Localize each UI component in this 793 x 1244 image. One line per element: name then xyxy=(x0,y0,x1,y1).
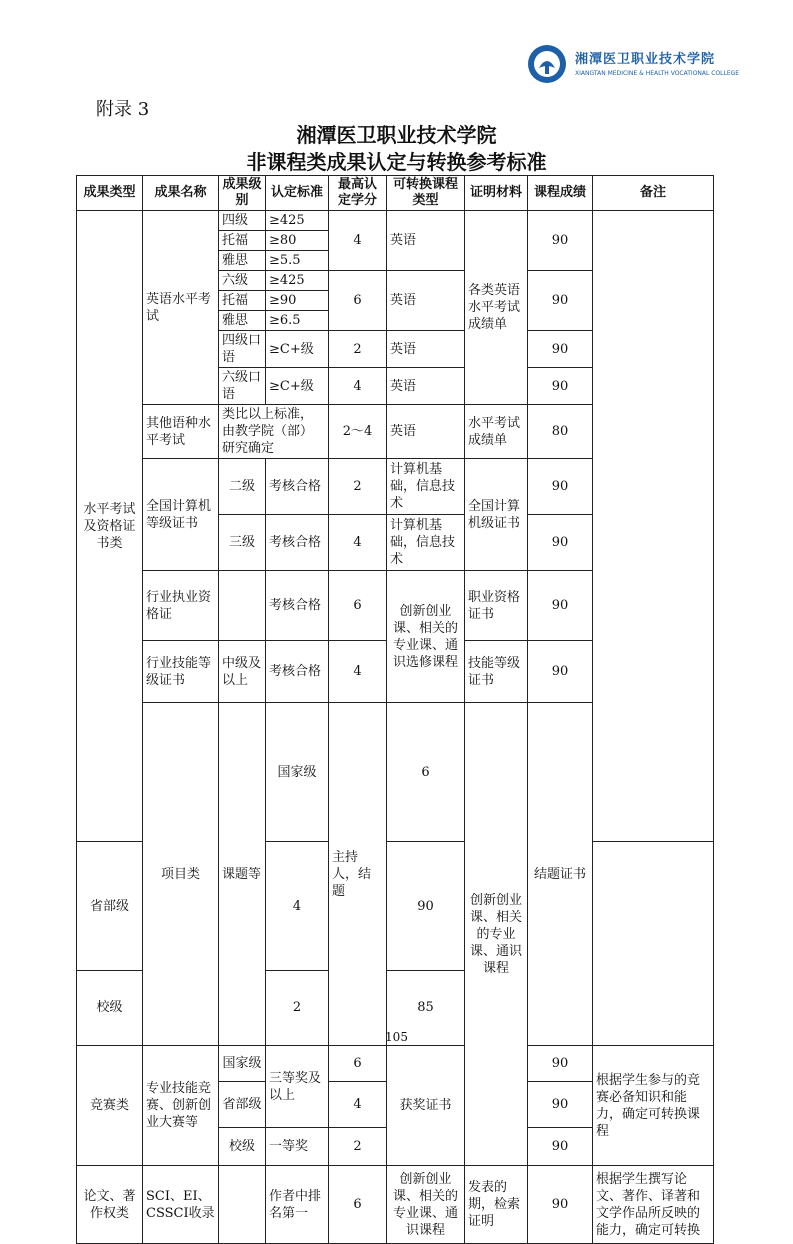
header-standard: 认定标准 xyxy=(266,176,329,211)
course-cell: 计算机基础，信息技术 xyxy=(387,515,465,571)
document-title-line2: 非课程类成果认定与转换参考标准 xyxy=(246,150,547,174)
credits-cell: 2 xyxy=(329,459,387,515)
level-cell: 雅思 xyxy=(219,251,266,271)
level-cell: 中级及以上 xyxy=(219,641,266,703)
course-cell: 英语 xyxy=(387,331,465,368)
level-cell xyxy=(219,1166,266,1244)
course-cell: 英语 xyxy=(387,368,465,405)
standard-cell: ≥425 xyxy=(266,271,329,291)
score-cell: 90 xyxy=(528,331,593,368)
proof-cell: 全国计算机级证书 xyxy=(465,459,528,571)
standard-cell: 考核合格 xyxy=(266,459,329,515)
credits-cell: 4 xyxy=(329,368,387,405)
course-cell: 创新创业课、相关的专业课、通识课程 xyxy=(465,703,528,1166)
credits-cell: 4 xyxy=(329,211,387,271)
header-level: 成果级别 xyxy=(219,176,266,211)
standard-cell: ≥C+级 xyxy=(266,331,329,368)
table-row xyxy=(77,1046,714,1082)
table-row xyxy=(77,211,714,231)
credits-cell: 6 xyxy=(329,571,387,641)
level-cell: 四级口语 xyxy=(219,331,266,368)
level-cell: 托福 xyxy=(219,231,266,251)
credits-cell: 6 xyxy=(329,1046,387,1082)
type-project-cell: 项目类 xyxy=(143,703,219,1046)
score-cell: 90 xyxy=(528,1046,593,1082)
proof-cell: 技能等级证书 xyxy=(465,641,528,703)
remark-cell xyxy=(593,211,714,842)
score-cell: 80 xyxy=(528,405,593,459)
proof-cell: 获奖证书 xyxy=(387,1046,465,1166)
course-cell: 创新创业课、相关的专业课、通识选修课程 xyxy=(387,571,465,703)
standard-cell: ≥6.5 xyxy=(266,311,329,331)
proof-cell: 水平考试成绩单 xyxy=(465,405,528,459)
remark-cell: 根据学生参与的竞赛必备知识和能力，确定可转换课程 xyxy=(593,1046,714,1166)
name-paper-cell: SCI、EI、CSSCI收录 xyxy=(143,1166,219,1244)
standard-cell: ≥C+级 xyxy=(266,368,329,405)
standard-cell: 主持人，结题 xyxy=(329,703,387,1046)
score-cell: 90 xyxy=(528,459,593,515)
type-comp-cell: 竞赛类 xyxy=(77,1046,143,1166)
score-cell: 90 xyxy=(528,571,593,641)
table-header-row xyxy=(77,176,714,211)
score-cell: 90 xyxy=(528,368,593,405)
course-cell: 英语 xyxy=(387,405,465,459)
standard-cell: 作者中排名第一 xyxy=(266,1166,329,1244)
score-cell: 85 xyxy=(387,970,465,1045)
standard-cell: ≥425 xyxy=(266,211,329,231)
course-cell: 创新创业课、相关的专业课、通识课程 xyxy=(387,1166,465,1244)
appendix-label: 附录 3 xyxy=(96,99,150,120)
credits-cell: 6 xyxy=(329,271,387,331)
standard-cell: 考核合格 xyxy=(266,515,329,571)
logo-name-en: XIANGTAN MEDICINE & HEALTH VOCATIONAL COLLEGE xyxy=(575,70,740,77)
standard-cell: 类比以上标准，由教学院（部）研究确定 xyxy=(219,405,329,459)
score-cell: 90 xyxy=(528,271,593,331)
score-cell: 90 xyxy=(528,515,593,571)
header-type: 成果类型 xyxy=(77,176,143,211)
type-exam-cell: 水平考试及资格证书类 xyxy=(77,211,143,842)
proof-cell: 结题证书 xyxy=(528,703,593,1046)
level-cell: 国家级 xyxy=(219,1046,266,1082)
standard-cell: 一等奖 xyxy=(266,1128,329,1166)
header-score: 课程成绩 xyxy=(528,176,593,211)
level-cell: 三级 xyxy=(219,515,266,571)
score-cell: 90 xyxy=(528,1166,593,1244)
credits-cell: 2～4 xyxy=(329,405,387,459)
table-row xyxy=(77,1166,714,1244)
level-cell: 国家级 xyxy=(266,703,329,842)
level-cell xyxy=(219,571,266,641)
college-logo xyxy=(527,42,759,88)
score-cell: 90 xyxy=(528,1082,593,1128)
header-proof: 证明材料 xyxy=(465,176,528,211)
score-cell: 90 xyxy=(528,211,593,271)
credits-cell: 4 xyxy=(329,515,387,571)
standard-cell: ≥80 xyxy=(266,231,329,251)
header-name: 成果名称 xyxy=(143,176,219,211)
standard-cell: ≥90 xyxy=(266,291,329,311)
level-cell: 省部级 xyxy=(219,1082,266,1128)
proof-cell: 职业资格证书 xyxy=(465,571,528,641)
standard-cell: ≥5.5 xyxy=(266,251,329,271)
score-cell: 90 xyxy=(387,842,465,970)
score-cell: 90 xyxy=(528,641,593,703)
logo-name-cn: 湘潭医卫职业技术学院 xyxy=(575,52,716,67)
credits-cell: 4 xyxy=(266,842,329,970)
page-number: 105 xyxy=(385,1030,408,1044)
credits-cell: 6 xyxy=(329,1166,387,1244)
credits-cell: 2 xyxy=(329,1128,387,1166)
level-cell: 二级 xyxy=(219,459,266,515)
level-cell: 六级 xyxy=(219,271,266,291)
name-practice-cell: 行业执业资格证 xyxy=(143,571,219,641)
credits-cell: 4 xyxy=(329,641,387,703)
level-cell: 校级 xyxy=(77,970,143,1045)
name-other-lang-cell: 其他语种水平考试 xyxy=(143,405,219,459)
college-seal-icon xyxy=(527,44,567,84)
proof-cell: 各类英语水平考试成绩单 xyxy=(465,211,528,405)
credits-cell: 2 xyxy=(329,331,387,368)
name-computer-cell: 全国计算机等级证书 xyxy=(143,459,219,571)
standard-cell: 考核合格 xyxy=(266,571,329,641)
conversion-standards-table xyxy=(76,175,714,1244)
name-skill-cell: 行业技能等级证书 xyxy=(143,641,219,703)
credits-cell: 4 xyxy=(329,1082,387,1128)
credits-cell: 2 xyxy=(266,970,329,1045)
header-course-type: 可转换课程类型 xyxy=(387,176,465,211)
name-comp-cell: 专业技能竞赛、创新创业大赛等 xyxy=(143,1046,219,1166)
level-cell: 六级口语 xyxy=(219,368,266,405)
header-remark: 备注 xyxy=(593,176,714,211)
standard-cell: 三等奖及以上 xyxy=(266,1046,329,1128)
level-cell: 雅思 xyxy=(219,311,266,331)
credits-cell: 6 xyxy=(387,703,465,842)
level-cell: 托福 xyxy=(219,291,266,311)
score-cell: 90 xyxy=(528,1128,593,1166)
proof-cell: 发表的期，检索证明 xyxy=(465,1166,528,1244)
level-cell: 四级 xyxy=(219,211,266,231)
name-english-cell: 英语水平考试 xyxy=(143,211,219,405)
level-cell: 省部级 xyxy=(77,842,143,970)
type-paper-cell: 论文、著作权类 xyxy=(77,1166,143,1244)
remark-cell: 根据学生撰写论文、著作、译著和文学作品所反映的能力，确定可转换 xyxy=(593,1166,714,1244)
header-credits: 最高认定学分 xyxy=(329,176,387,211)
standard-cell: 考核合格 xyxy=(266,641,329,703)
course-cell: 计算机基础，信息技术 xyxy=(387,459,465,515)
name-project-cell: 课题等 xyxy=(219,703,266,1046)
course-cell: 英语 xyxy=(387,271,465,331)
document-title-line1: 湘潭医卫职业技术学院 xyxy=(296,123,497,147)
course-cell: 英语 xyxy=(387,211,465,271)
level-cell: 校级 xyxy=(219,1128,266,1166)
